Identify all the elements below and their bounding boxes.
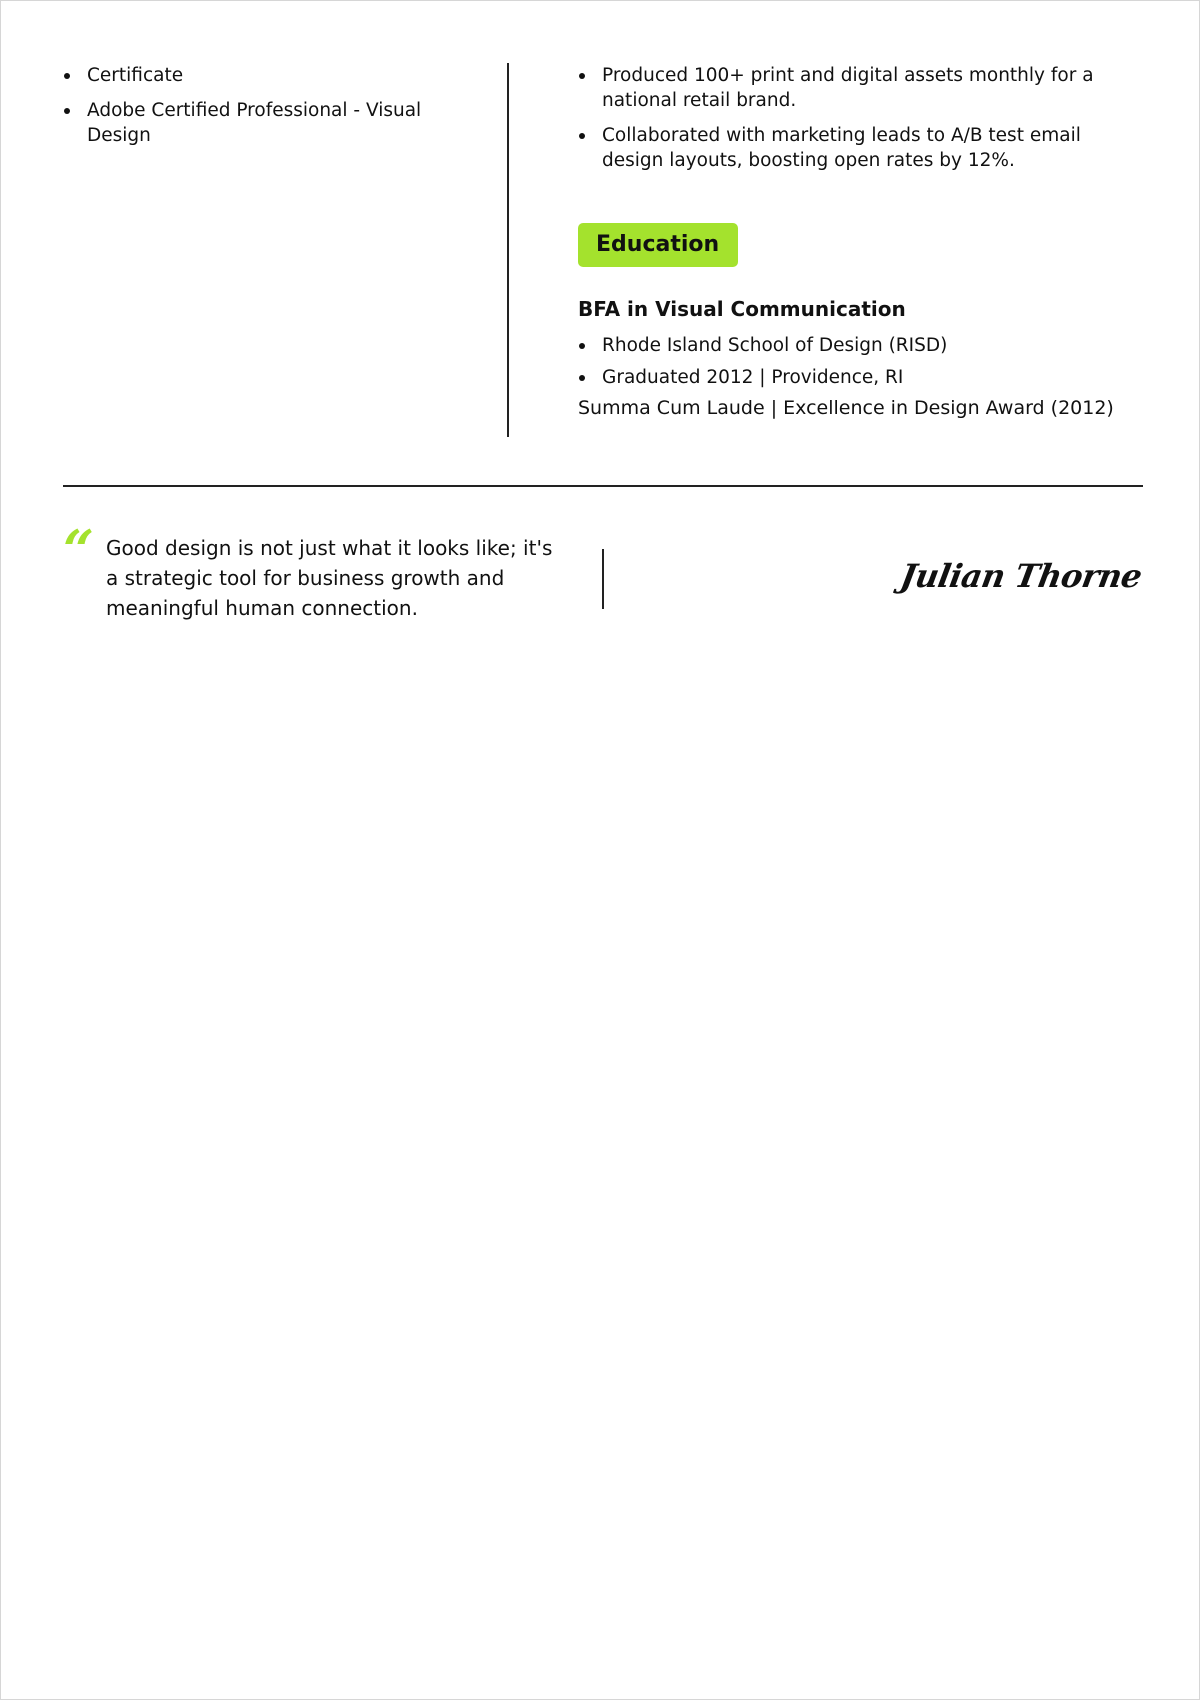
left-column [63, 63, 463, 158]
signature: Julian Thorne [897, 557, 1145, 595]
list-item: Collaborated with marketing leads to A/B test email design layouts, boosting open rates by 12%. [578, 123, 1148, 173]
column-divider [507, 63, 509, 437]
list-item: Produced 100+ print and digital assets monthly for a national retail brand. [578, 63, 1148, 113]
degree-title: BFA in Visual Communication [578, 297, 906, 321]
section-divider [63, 485, 1143, 487]
list-item: Graduated 2012 | Providence, RI [578, 365, 1148, 390]
quote-mark-icon: “ [63, 518, 95, 582]
quote-text: Good design is not just what it looks like; it's a strategic tool for business growth and meaningful human connection. [106, 536, 553, 620]
education-heading: Education [578, 223, 738, 267]
honors-line: Summa Cum Laude | Excellence in Design Award (2012) [578, 397, 1114, 419]
right-column [578, 63, 1148, 419]
quote-divider [602, 549, 604, 609]
experience-bullets [578, 63, 1148, 173]
content-columns [63, 63, 1143, 437]
education-details [578, 333, 1148, 390]
list-item: Adobe Certified Professional - Visual Design [63, 98, 463, 148]
list-item: Certificate [63, 63, 463, 88]
list-item: Rhode Island School of Design (RISD) [578, 333, 1148, 358]
certificate-list [63, 63, 463, 148]
